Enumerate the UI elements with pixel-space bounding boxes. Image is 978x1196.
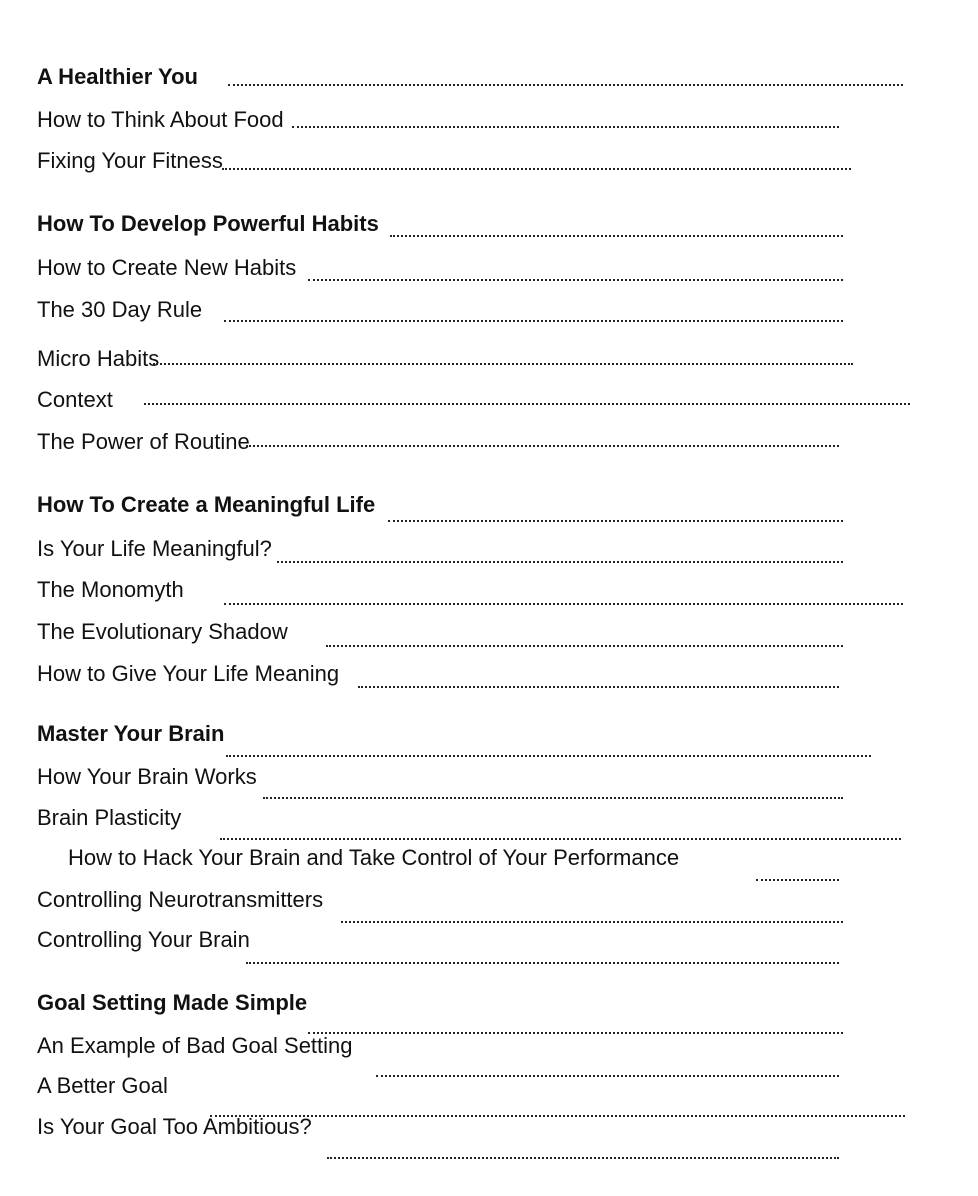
toc-entry: Controlling Neurotransmitters [37, 887, 324, 912]
toc-entry: The Monomyth [37, 577, 184, 602]
toc-entry: Fixing Your Fitness [37, 148, 223, 173]
dot-leader [326, 645, 843, 647]
dot-leader [144, 403, 910, 405]
toc-entry: Is Your Goal Too Ambitious? [37, 1114, 312, 1139]
toc-entry: Brain Plasticity [37, 805, 182, 830]
toc-heading: How To Develop Powerful Habits [37, 211, 379, 236]
toc-entry: The Power of Routine [37, 429, 250, 454]
dot-leader [388, 520, 843, 522]
dot-leader [341, 921, 843, 923]
dot-leader [210, 1115, 905, 1117]
dot-leader [358, 686, 839, 688]
dot-leader [327, 1157, 839, 1159]
toc-entry: The 30 Day Rule [37, 297, 203, 322]
dot-leader [228, 84, 903, 86]
toc-entry: Is Your Life Meaningful? [37, 536, 272, 561]
toc-entry: Micro Habits [37, 346, 160, 371]
toc-heading: How To Create a Meaningful Life [37, 492, 376, 517]
dot-leader [390, 235, 843, 237]
dot-leader [292, 126, 839, 128]
toc-entry: How to Hack Your Brain and Take Control of Your Performance [68, 845, 680, 870]
dot-leader [153, 363, 853, 365]
dot-leader [263, 797, 843, 799]
dot-leader [222, 168, 851, 170]
dot-leader [220, 838, 901, 840]
dot-leader [224, 320, 843, 322]
dot-leader [308, 279, 843, 281]
toc-heading: A Healthier You [37, 64, 198, 89]
dot-leader [376, 1075, 839, 1077]
toc-entry: The Evolutionary Shadow [37, 619, 288, 644]
dot-leader [226, 755, 871, 757]
dot-leader [308, 1032, 843, 1034]
toc-entry: Controlling Your Brain [37, 927, 250, 952]
toc-heading: Master Your Brain [37, 721, 225, 746]
dot-leader [246, 962, 839, 964]
toc-entry: How to Think About Food [37, 107, 284, 132]
toc-entry: An Example of Bad Goal Setting [37, 1033, 353, 1058]
toc-entry: How to Create New Habits [37, 255, 297, 280]
toc-entry: How to Give Your Life Meaning [37, 661, 340, 686]
dot-leader [277, 561, 843, 563]
dot-leader [224, 603, 903, 605]
toc-entry: Context [37, 387, 113, 412]
toc-entry: How Your Brain Works [37, 764, 257, 789]
toc-entry: A Better Goal [37, 1073, 168, 1098]
dot-leader [756, 879, 839, 881]
toc-heading: Goal Setting Made Simple [37, 990, 308, 1015]
dot-leader [246, 445, 839, 447]
